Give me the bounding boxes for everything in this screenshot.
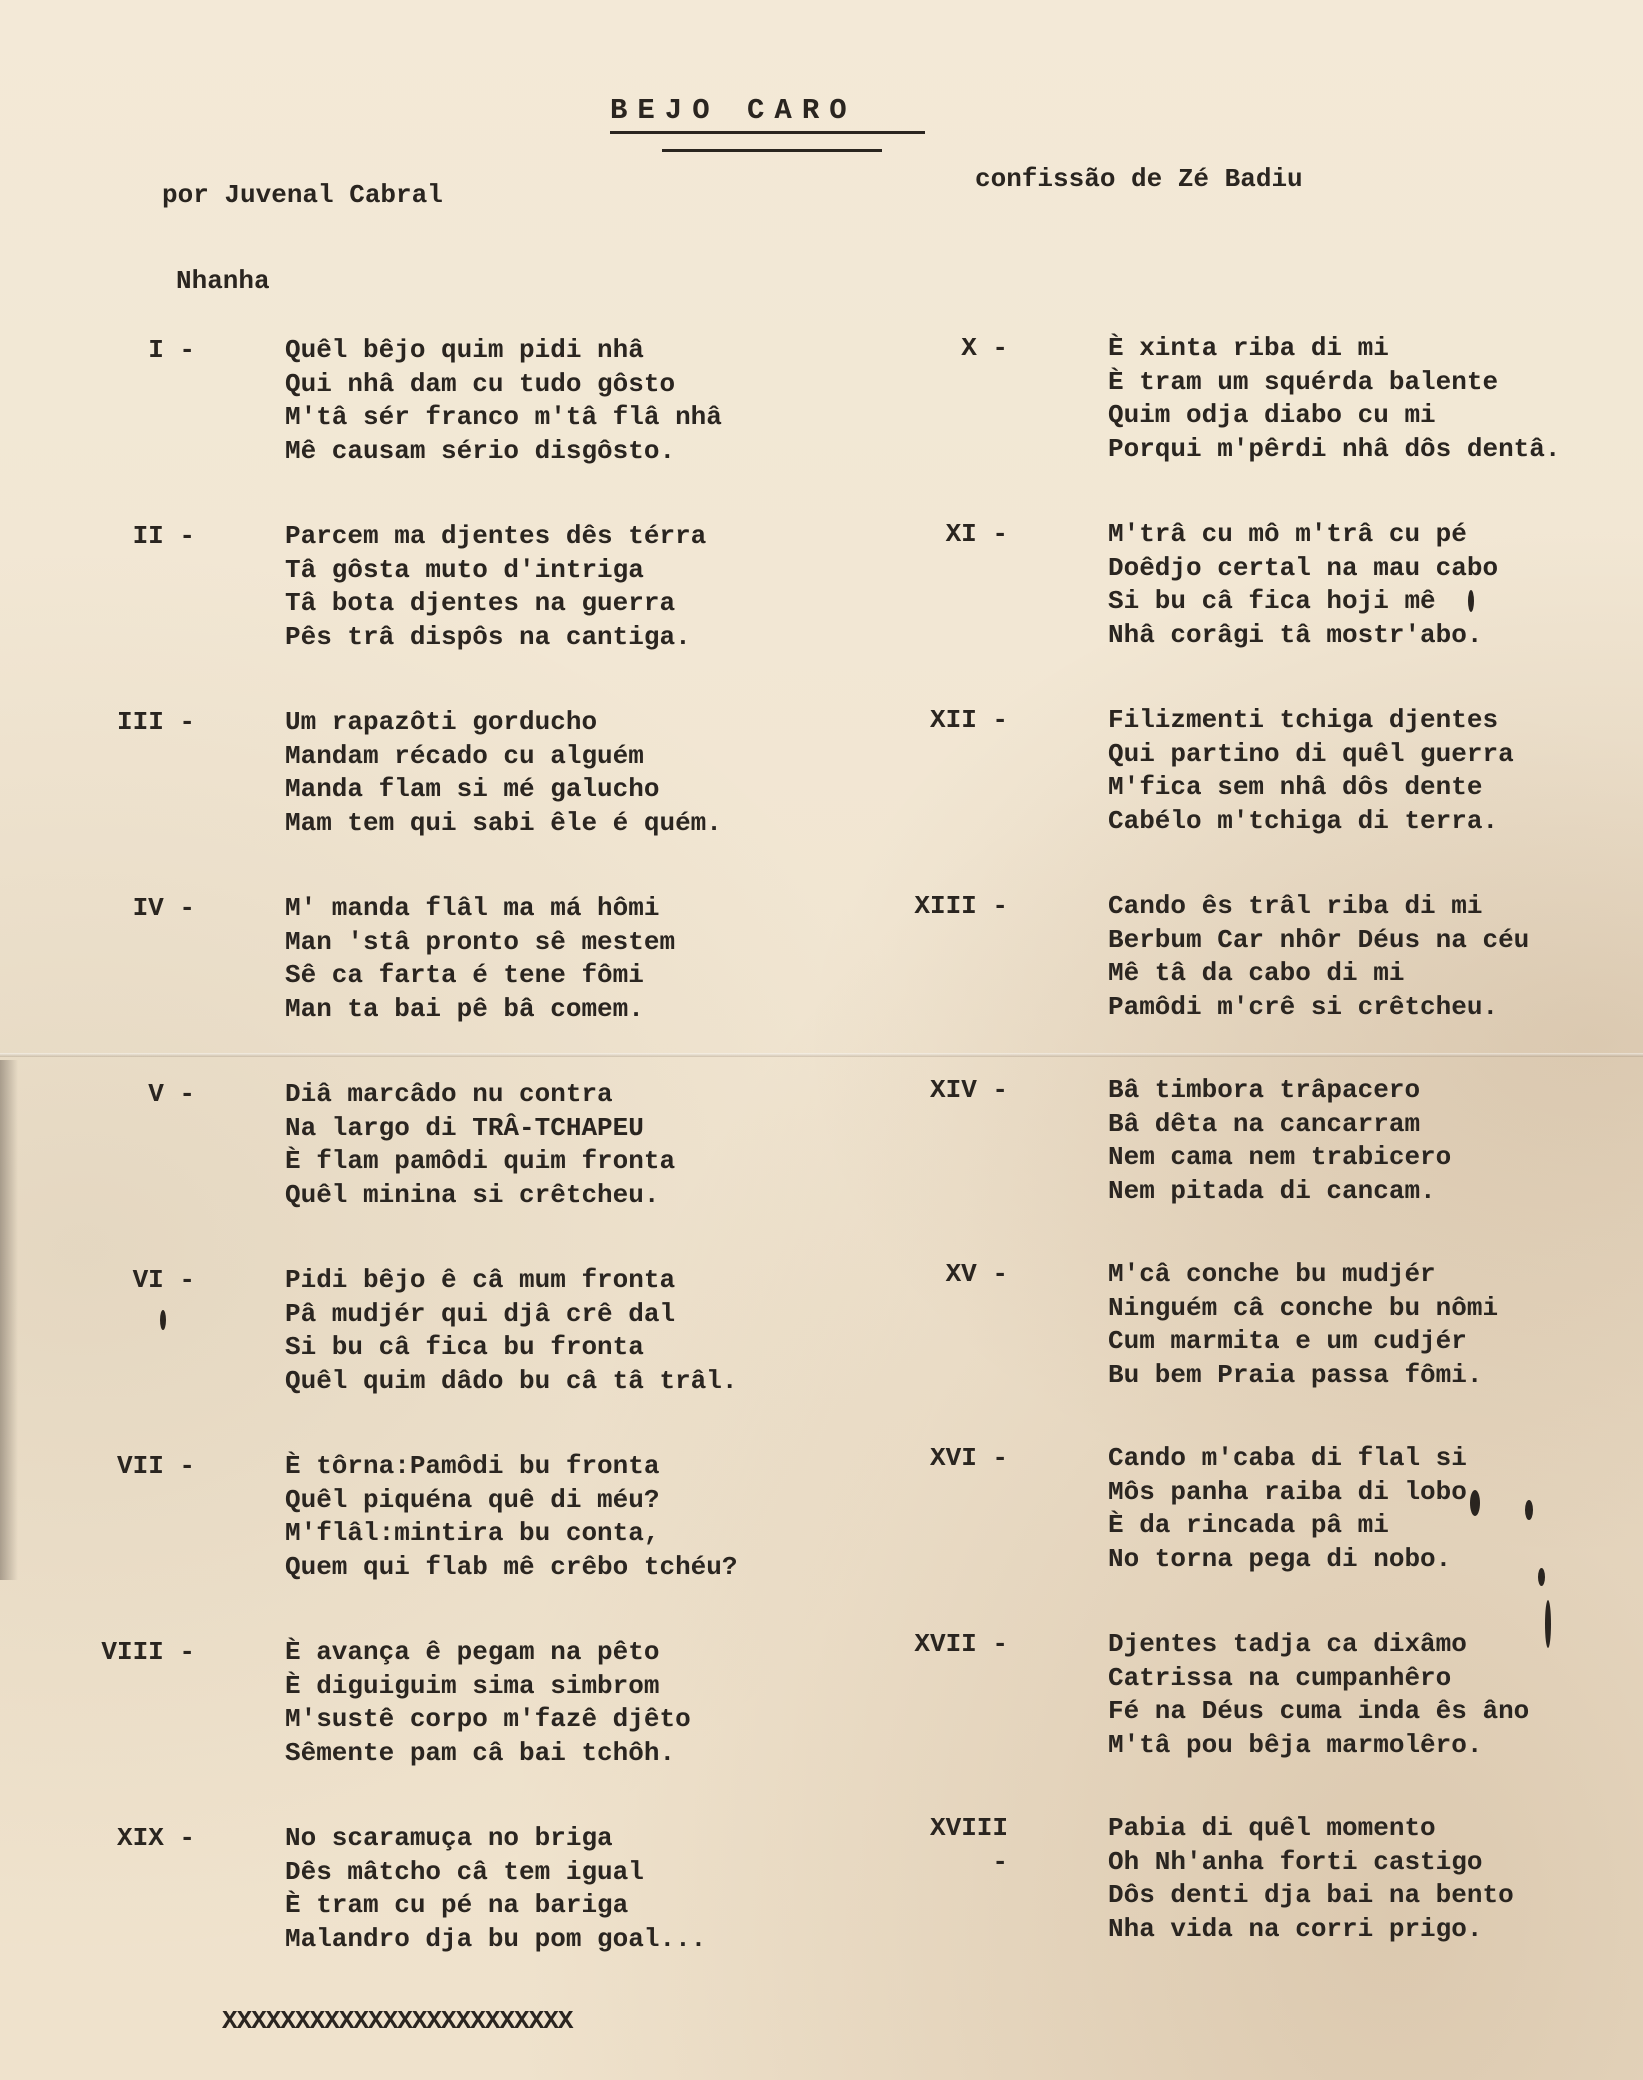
verse-line: Môs panha raiba di lobo — [1108, 1476, 1467, 1507]
stanza-lines — [285, 892, 675, 1026]
verse-line: Dôs denti dja bai na bento — [1108, 1880, 1514, 1910]
title-underline — [662, 149, 882, 152]
verse-line: Ninguém câ conche bu nômi — [1108, 1292, 1499, 1323]
stanza-lines — [1108, 890, 1529, 1024]
verse-line: Man 'stâ pronto sê mestem — [285, 926, 676, 957]
verse-line: Si bu câ fica bu fronta — [285, 1332, 644, 1362]
verse-line: Dês mâtcho câ tem igual — [285, 1856, 644, 1887]
verse-line: Man ta bai pê bâ comem. — [285, 993, 644, 1024]
stanza-lines — [1108, 1442, 1467, 1576]
verse-line: Sê ca farta é tene fômi — [285, 960, 644, 990]
verse-line: Pâ mudjér qui djâ crê dal — [285, 1298, 676, 1329]
verse-line: Mê tâ da cabo di mi — [1108, 958, 1405, 988]
struck-out-line: XXXXXXXXXXXXXXXXXXXXXXXX — [222, 2006, 573, 2036]
verse-line: Qui nhâ dam cu tudo gôsto — [285, 368, 676, 399]
verse-line: Diâ marcâdo nu contra — [285, 1079, 613, 1109]
stanza-number: XI - — [945, 519, 1008, 549]
subtitle-line: confissão de Zé Badiu — [975, 164, 1303, 194]
ink-blot — [1468, 590, 1474, 612]
verse-line: È tôrna:Pamôdi bu fronta — [285, 1451, 660, 1481]
stanza-number: VI - — [132, 1265, 195, 1295]
verse-line: Nha vida na corri prigo. — [1108, 1913, 1483, 1944]
stanza-number: XVI - — [929, 1443, 1008, 1473]
ink-blot — [160, 1310, 166, 1330]
verse-line: Djentes tadja ca dixâmo — [1108, 1629, 1467, 1659]
verse-line: Bâ timbora trâpacero — [1108, 1075, 1421, 1105]
verse-line: Mê causam sério disgôsto. — [285, 435, 676, 466]
verse-line: Doêdjo certal na mau cabo — [1108, 552, 1499, 583]
verse-line: Cabélo m'tchiga di terra. — [1108, 805, 1499, 836]
stanza-lines — [1108, 1258, 1498, 1392]
verse-line: M'fica sem nhâ dôs dente — [1108, 772, 1483, 802]
stanza-number: XV - — [945, 1259, 1008, 1289]
stanza-lines — [1108, 1074, 1451, 1208]
verse-line: M'câ conche bu mudjér — [1108, 1259, 1436, 1289]
stanza-number: XVII - — [914, 1629, 1008, 1659]
verse-line: È diguiguim sima simbrom — [285, 1670, 660, 1701]
verse-line: Parcem ma djentes dês térra — [285, 521, 707, 551]
verse-line: Nhâ corâgi tâ mostr'abo. — [1108, 619, 1483, 650]
stanza-lines — [285, 1078, 675, 1212]
stanza-lines — [285, 1264, 737, 1398]
verse-line: Manda flam si mé galucho — [285, 774, 660, 804]
verse-line: Fé na Déus cuma inda ês âno — [1108, 1696, 1530, 1726]
verse-line: Quêl minina si crêtcheu. — [285, 1179, 660, 1210]
verse-line: Pês trâ dispôs na cantiga. — [285, 621, 691, 652]
verse-line: Mam tem qui sabi êle é quém. — [285, 807, 722, 838]
verse-line: M'flâl:mintira bu conta, — [285, 1518, 660, 1548]
stanza-lines — [1108, 1812, 1514, 1946]
verse-line: Berbum Car nhôr Déus na céu — [1108, 924, 1530, 955]
stanza-number: VII - — [116, 1451, 195, 1481]
verse-line: Pidi bêjo ê câ mum fronta — [285, 1265, 676, 1295]
stanza-number: I - — [148, 335, 195, 365]
verse-line: Tâ bota djentes na guerra — [285, 588, 676, 618]
verse-line: Bu bem Praia passa fômi. — [1108, 1359, 1483, 1390]
verse-line: Cando ês trâl riba di mi — [1108, 891, 1483, 921]
stanza-number: XIII - — [914, 891, 1008, 921]
verse-line: Bâ dêta na cancarram — [1108, 1108, 1421, 1139]
verse-line: Catrissa na cumpanhêro — [1108, 1662, 1452, 1693]
verse-line: M'sustê corpo m'fazê djêto — [285, 1704, 691, 1734]
ink-blot — [1538, 1568, 1545, 1586]
verse-line: Cando m'caba di flal si — [1108, 1443, 1467, 1473]
stanza-lines — [285, 520, 706, 654]
verse-line: Pamôdi m'crê si crêtcheu. — [1108, 991, 1499, 1022]
stanza-lines — [285, 334, 722, 468]
verse-line: Nem cama nem trabicero — [1108, 1142, 1452, 1172]
stanza-lines — [1108, 518, 1498, 652]
stanza-number: XIX - — [116, 1823, 195, 1853]
stanza-lines — [1108, 1628, 1529, 1762]
stanza-lines — [285, 1636, 691, 1770]
verse-line: È tram um squérda balente — [1108, 366, 1499, 397]
stanza-lines — [1108, 332, 1560, 466]
verse-line: Porqui m'pêrdi nhâ dôs dentâ. — [1108, 433, 1561, 464]
stanza-number: XIV - — [929, 1075, 1008, 1105]
ink-blot — [1525, 1500, 1533, 1520]
verse-line: M' manda flâl ma má hômi — [285, 893, 660, 923]
verse-line: È flam pamôdi quim fronta — [285, 1146, 676, 1176]
verse-line: Pabia di quêl momento — [1108, 1813, 1436, 1843]
ink-blot — [1545, 1600, 1551, 1648]
verse-line: È xinta riba di mi — [1108, 333, 1389, 363]
verse-line: No scaramuça no briga — [285, 1823, 613, 1853]
verse-line: Um rapazôti gorducho — [285, 707, 598, 737]
verse-line: Quim odja diabo cu mi — [1108, 400, 1436, 430]
verse-line: Cum marmita e um cudjér — [1108, 1326, 1467, 1356]
verse-line: Quêl bêjo quim pidi nhâ — [285, 335, 644, 365]
verse-line: M'trâ cu mô m'trâ cu pé — [1108, 519, 1467, 549]
verse-line: No torna pega di nobo. — [1108, 1543, 1452, 1574]
torn-edge — [0, 1060, 18, 1580]
fold-crease — [0, 1053, 1643, 1057]
stanza-number: X - — [961, 333, 1008, 363]
verse-line: È da rincada pâ mi — [1108, 1510, 1389, 1540]
verse-line: Oh Nh'anha forti castigo — [1108, 1846, 1483, 1877]
verse-line: Mandam récado cu alguém — [285, 740, 644, 771]
verse-line: Nem pitada di cancam. — [1108, 1175, 1436, 1206]
stanza-number: III - — [116, 707, 195, 737]
verse-line: Sêmente pam câ bai tchôh. — [285, 1737, 676, 1768]
ink-blot — [1470, 1490, 1480, 1516]
salutation: Nhanha — [176, 266, 270, 296]
stanza-lines — [285, 1450, 737, 1584]
verse-line: È avança ê pegam na pêto — [285, 1637, 660, 1667]
stanza-number: XVIII - — [929, 1813, 1008, 1877]
stanza-lines — [285, 1822, 706, 1956]
author-line: por Juvenal Cabral — [162, 180, 443, 210]
verse-line: Quem qui flab mê crêbo tchéu? — [285, 1551, 738, 1582]
stanza-number: VIII - — [101, 1637, 195, 1667]
verse-line: Filizmenti tchiga djentes — [1108, 705, 1499, 735]
verse-line: M'tâ pou bêja marmolêro. — [1108, 1729, 1483, 1760]
stanza-number: II - — [132, 521, 195, 551]
verse-line: Quêl piquéna quê di méu? — [285, 1484, 660, 1515]
verse-line: Qui partino di quêl guerra — [1108, 738, 1514, 769]
verse-line: Tâ gôsta muto d'intriga — [285, 554, 644, 585]
verse-line: Malandro dja bu pom goal... — [285, 1923, 707, 1954]
verse-line: È tram cu pé na bariga — [285, 1890, 629, 1920]
stanza-number: XII - — [929, 705, 1008, 735]
poem-title: BEJO CARO — [610, 94, 925, 134]
stanza-lines — [1108, 704, 1514, 838]
verse-line: Na largo di TRÂ-TCHAPEU — [285, 1112, 644, 1143]
stanza-number: IV - — [132, 893, 195, 923]
verse-line: Si bu câ fica hoji mê — [1108, 586, 1436, 616]
verse-line: M'tâ sér franco m'tâ flâ nhâ — [285, 402, 722, 432]
stanza-lines — [285, 706, 722, 840]
verse-line: Quêl quim dâdo bu câ tâ trâl. — [285, 1365, 738, 1396]
stanza-number: V - — [148, 1079, 195, 1109]
